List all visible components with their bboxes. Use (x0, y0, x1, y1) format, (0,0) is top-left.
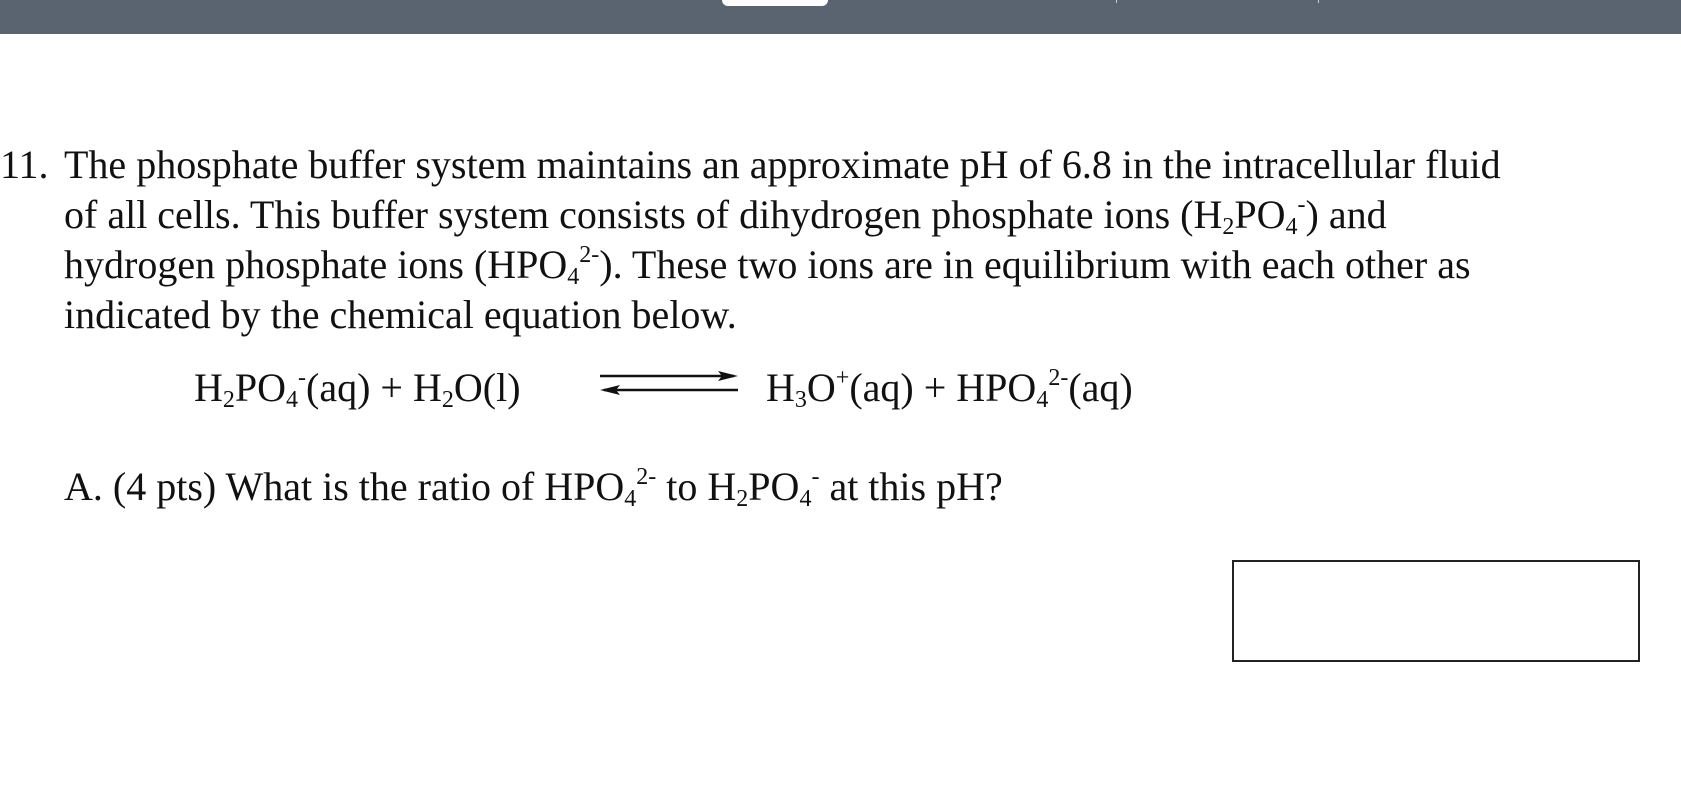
question-number: 11. (0, 142, 49, 187)
question-line-4: indicated by the chemical equation below. (64, 292, 737, 337)
equation-reactants: $H_2PO_4^-(aq) + H_2O(l)$ (194, 365, 521, 413)
question-text (64, 140, 1674, 340)
question-line-3: hydrogen phosphate ions $(HPO_4^{2-})$. These two ions are in equilibrium with each other as (64, 242, 1471, 290)
equation-products: $H_3O^+(aq) + HPO_4^{2-}(aq)$ (766, 365, 1133, 413)
top-toolbar (0, 0, 1681, 34)
question-line-1: The phosphate buffer system maintains an approximate pH of 6.8 in the intracellular fluid (64, 142, 1501, 187)
part-a-prompt: A. (4 pts) What is the ratio of $HPO_4^{2-}$ to $H_2PO_4^-$ at this pH? (64, 464, 1003, 512)
chemical-equation (0, 360, 1681, 416)
toolbar-divider (1116, 0, 1117, 3)
active-tab-indicator[interactable] (722, 0, 828, 6)
equilibrium-arrow-icon (598, 360, 740, 410)
answer-box[interactable] (1232, 560, 1640, 662)
toolbar-divider (1318, 0, 1319, 3)
question-line-2: of all cells. This buffer system consists of dihydrogen phosphate ions $(H_2PO_4^-)$ and (64, 192, 1387, 240)
